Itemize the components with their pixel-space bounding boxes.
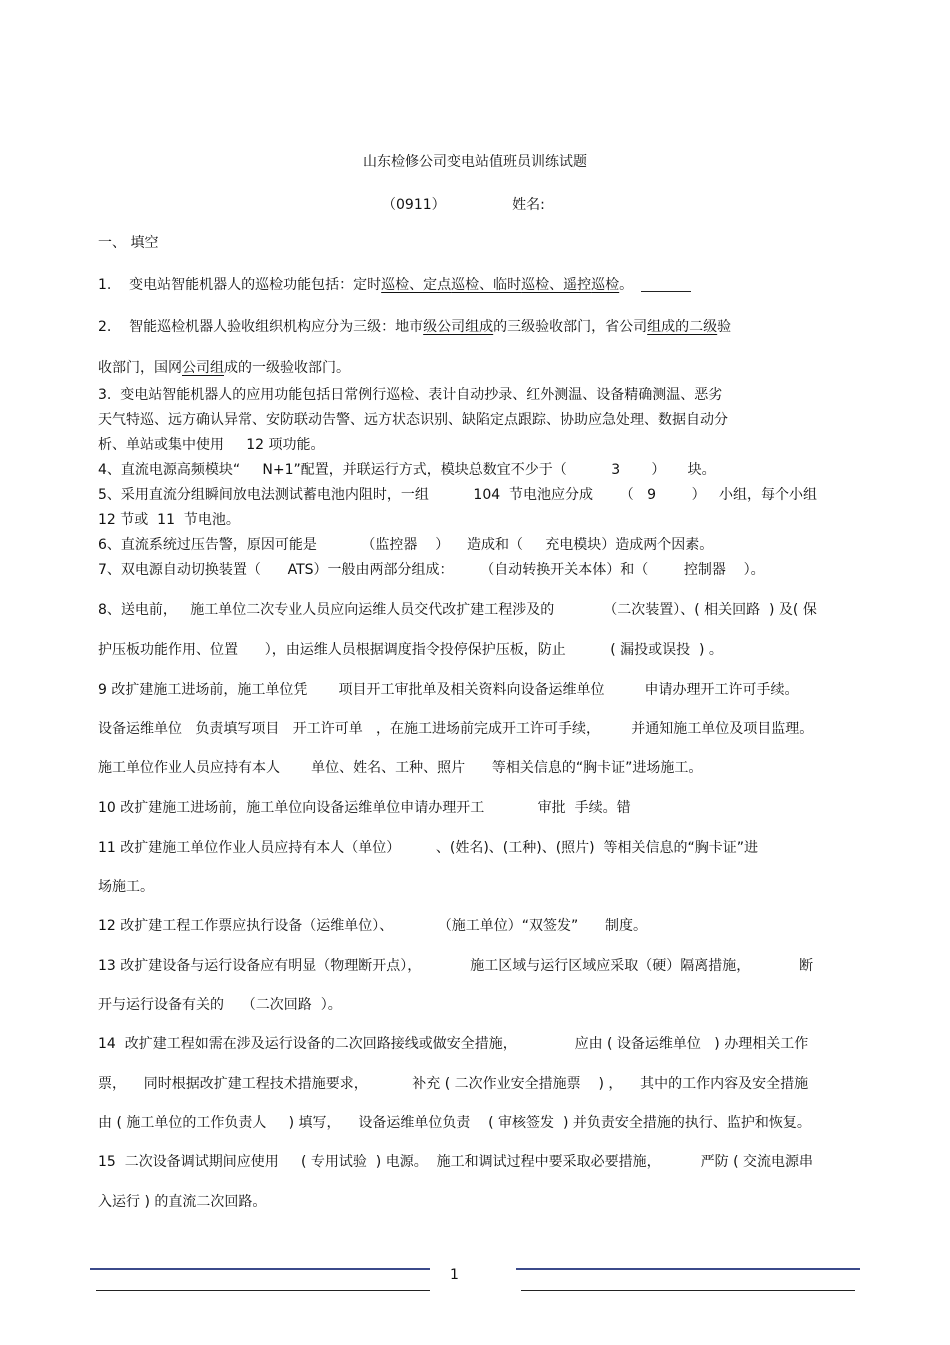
question-12: 12 改扩建工程工作票应执行设备（运维单位）、 （施工单位）“双签发” 制度。 [98, 918, 647, 934]
question-15-line-2: 入运行 ) 的直流二次回路。 [98, 1194, 267, 1210]
question-14-line-2: 票， 同时根据改扩建工程技术措施要求， 补充 ( 二次作业安全措施票 ) ， 其中的工作内容及安全措施 [98, 1076, 809, 1092]
question-6: 6、直流系统过压告警，原因可能是 （监控器 ） 造成和（ 充电模块）造成两个因素。 [98, 537, 714, 553]
question-13-line-2: 开与运行设备有关的 （二次回路 ）。 [98, 997, 342, 1013]
question-14-line-3: 由 ( 施工单位的工作负责人 ) 填写， 设备运维单位负责 ( 审核签发 ) 并负责安全措施的执行、监护和恢复。 [98, 1115, 811, 1131]
question-3-line-3: 析、单站或集中使用 12 项功能。 [98, 437, 325, 453]
name-label: 姓名: [512, 197, 545, 213]
question-2-cont: 收部门，国网公司组成的一级验收部门。 [98, 360, 350, 376]
question-14-line-1: 14 改扩建工程如需在涉及运行设备的二次回路接线或做安全措施， 应由 ( 设备运维单位 ) 办理相关工作 [98, 1036, 809, 1052]
question-5-line-1: 5、采用直流分组瞬间放电法测试蓄电池内阻时，一组 104 节电池应分成 （ 9 ） 小组，每个小组 [98, 487, 817, 503]
question-10: 10 改扩建施工进场前，施工单位向设备运维单位申请办理开工 审批 手续。错 [98, 800, 631, 816]
page-number: 1 [450, 1267, 459, 1283]
question-9-line-3: 施工单位作业人员应持有本人 单位、姓名、工种、照片 等相关信息的“胸卡证”进场施工。 [98, 760, 703, 776]
question-1: 1. 变电站智能机器人的巡检功能包括：定时巡检、定点巡检、临时巡检、遥控巡检。 [98, 276, 691, 294]
code-and-name [382, 194, 545, 214]
exam-code: （0911） [382, 197, 446, 213]
question-7: 7、双电源自动切换装置（ ATS）一般由两部分组成： （自动转换开关本体）和（ 控制器 ）。 [98, 562, 765, 578]
footer-rule-right-bottom [521, 1290, 855, 1291]
question-11-line-2: 场施工。 [98, 879, 154, 895]
answer-blank [641, 277, 691, 292]
question-2: 2. 智能巡检机器人验收组织机构应分为三级：地市级公司组成的三级验收部门，省公司组成的二级验 [98, 319, 732, 335]
question-13-line-1: 13 改扩建设备与运行设备应有明显（物理断开点）， 施工区域与运行区域应采取（硬）隔离措施， 断 [98, 958, 814, 974]
question-3-line-1: 3. 变电站智能机器人的应用功能包括日常例行巡检、表计自动抄录、红外测温、设备精确测温、恶劣 [98, 387, 723, 403]
section-heading: 一、 填空 [98, 235, 159, 251]
question-9-line-1: 9 改扩建施工进场前，施工单位凭 项目开工审批单及相关资料向设备运维单位 申请办理开工许可手续。 [98, 682, 799, 698]
question-15-line-1: 15 二次设备调试期间应使用 ( 专用试验 ) 电源。 施工和调试过程中要采取必要措施， 严防 ( 交流电源串 [98, 1154, 814, 1170]
question-8-line-2: 护压板功能作用、位置 ），由运维人员根据调度指令投停保护压板，防止 ( 漏投或误投 ) 。 [98, 642, 723, 658]
question-5-line-2: 12 节或 11 节电池。 [98, 512, 240, 528]
question-4: 4、直流电源高频模块“ N+1”配置，并联运行方式，模块总数宜不少于（ 3 ） 块。 [98, 462, 716, 478]
question-3-line-2: 天气特巡、远方确认异常、安防联动告警、远方状态识别、缺陷定点跟踪、协助应急处理、数据自动分 [98, 412, 728, 428]
footer-rule-left-bottom [96, 1290, 430, 1291]
document-title: 山东检修公司变电站值班员训练试题 [363, 154, 587, 170]
question-11-line-1: 11 改扩建施工单位作业人员应持有本人（单位） 、(姓名)、(工种)、(照片) 等相关信息的“胸卡证”进 [98, 840, 759, 856]
footer-rule-left-top [90, 1268, 430, 1270]
question-8-line-1: 8、送电前， 施工单位二次专业人员应向运维人员交代改扩建工程涉及的 （二次装置）、( 相关回路 ) 及( 保 [98, 602, 817, 618]
footer-rule-right-top [516, 1268, 860, 1270]
question-9-line-2: 设备运维单位 负责填写项目 开工许可单 ，在施工进场前完成开工许可手续， 并通知施工单位及项目监理。 [98, 721, 814, 737]
